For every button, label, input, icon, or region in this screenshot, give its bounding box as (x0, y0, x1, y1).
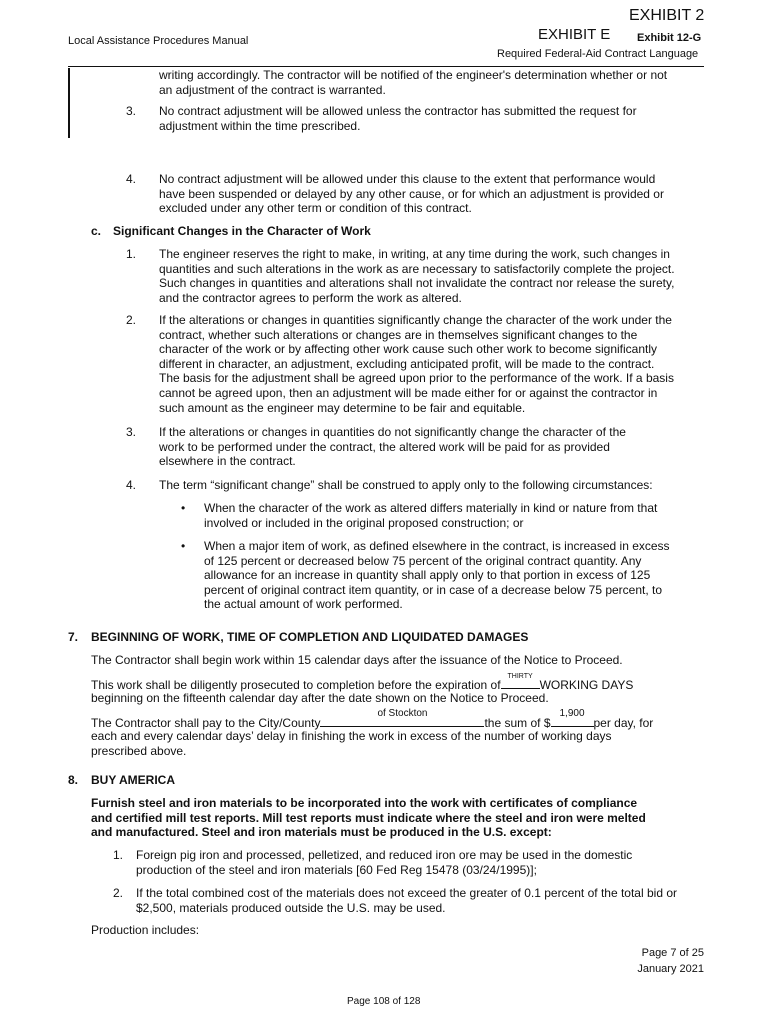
amount-value: 1,900 (559, 708, 585, 719)
bullet-1-symbol: • (181, 501, 186, 515)
section-c-title: Significant Changes in the Character of Work (113, 224, 371, 238)
c-item-1-number: 1. (126, 247, 137, 261)
exhibit-2-label: EXHIBIT 2 (629, 7, 705, 24)
section-8-item-1-text: Foreign pig iron and processed, pelletized, and reduced iron ore may be used in the domestic production of the steel and iron materials [60 Fed Reg 15478 (03/24/1995)]; (136, 848, 633, 877)
section-8-item-2-number: 2. (113, 886, 124, 900)
page-number: Page 7 of 25 (641, 947, 704, 959)
section-c-letter: c. (91, 224, 102, 238)
working-days-field[interactable] (501, 673, 540, 689)
header-subtitle: Required Federal-Aid Contract Language (497, 48, 699, 60)
bullet-2-text: When a major item of work, as defined elsewhere in the contract, is increased in excess of 125 percent or decreased below 75 percent of the original contract quantity. Any allowance for an increase in quantity shall apply only to that portion in excess of 125 percent of original contract item quantity, or in case of a decrease below 75 percent, to the actual amount of work performed. (204, 539, 670, 612)
bullet-1-text: When the character of the work as altered differs materially in kind or nature from that involved or included in the original proposed construction; or (204, 501, 658, 530)
c-item-4-number: 4. (126, 478, 137, 492)
production-includes: Production includes: (91, 923, 200, 937)
header-rule (68, 66, 704, 67)
section-8-title: BUY AMERICA (91, 773, 176, 787)
section-8-item-2-text: If the total combined cost of the materials does not exceed the greater of 0.1 percent of the total bid or $2,500, materials produced outside the U.S. may be used. (136, 886, 677, 915)
c-item-1-text: The engineer reserves the right to make, in writing, at any time during the work, such changes in quantities and such alterations in the work as are necessary to satisfactorily complete the project. Such changes in quantities and alterations shall not invalidate the contract nor release the surety, and the contractor agrees to perform the work as altered. (159, 247, 675, 305)
section-7-title: BEGINNING OF WORK, TIME OF COMPLETION AND LIQUIDATED DAMAGES (91, 630, 529, 644)
c-item-3-number: 3. (126, 425, 137, 439)
agency-value: of Stockton (377, 708, 428, 719)
c-item-4-text: The term “significant change” shall be construed to apply only to the following circumstances: (159, 478, 653, 492)
section-7-damages-text: each and every calendar days’ delay in finishing the work in excess of the number of working days prescribed above. (91, 729, 612, 758)
section-8-requirements: Furnish steel and iron materials to be incorporated into the work with certificates of compliance and certified mill test reports. Mill test reports must indicate where the steel and iron were melted and manufactured. Steel and iron materials must be produced in the U.S. except: (91, 796, 646, 840)
item-4-text: No contract adjustment will be allowed under this clause to the extent that performance would have been suspended or delayed by any other cause, or for which an adjustment is provided or excluded under any other term or condition of this contract. (159, 172, 664, 216)
item-4-number: 4. (126, 172, 137, 186)
bullet-2-symbol: • (181, 539, 186, 553)
section-7-completion-line: This work shall be diligently prosecuted to completion before the expiration of THIRTY WORKING DAYS (91, 676, 633, 693)
c-item-2-number: 2. (126, 313, 137, 327)
item-3-text: No contract adjustment will be allowed unless the contractor has submitted the request for adjustment within the time prescribed. (159, 104, 637, 133)
section-8-number: 8. (68, 773, 79, 787)
section-7-number: 7. (68, 630, 79, 644)
c-item-3-text: If the alterations or changes in quantities do not significantly change the character of the work to be performed under the contract, the altered work will be paid for as provided elsewhere in the contract. (159, 425, 626, 469)
exhibit-e-label: EXHIBIT E (538, 26, 611, 43)
document-page-number: Page 108 of 128 (347, 996, 421, 1007)
working-days-value: THIRTY (507, 673, 533, 680)
section-7-damages-line: The Contractor shall pay to the City/County of Stockton the sum of $ 1,900 per day, for (91, 708, 654, 730)
c-item-2-text: If the alterations or changes in quantities significantly change the character of the work under the contract, whether such alterations or changes are in themselves significant changes to the character of the work or by affecting other work cause such other work to become significantly different in character, an adjustment, excluding anticipated profit, will be made to the contract. The basis for the adjustment shall be agreed upon prior to the performance of the work. If a basis cannot be agreed upon, then an adjustment will be made either for or against the contractor in such amount as the engineer may determine to be fair and equitable. (159, 313, 674, 415)
item-3-number: 3. (126, 104, 137, 118)
revision-date: January 2021 (637, 963, 704, 975)
margin-rule (68, 68, 70, 138)
exhibit-12g-label: Exhibit 12-G (637, 32, 702, 44)
section-7-start-text: The Contractor shall begin work within 15 calendar days after the issuance of the Notice to Proceed. (91, 653, 623, 667)
section-7-completion-line-2: beginning on the fifteenth calendar day after the date shown on the Notice to Proceed. (91, 691, 549, 705)
section-8-item-1-number: 1. (113, 848, 124, 862)
manual-title: Local Assistance Procedures Manual (68, 35, 249, 47)
amount-field[interactable] (551, 708, 594, 727)
agency-field[interactable] (320, 708, 484, 727)
continuation-paragraph: writing accordingly. The contractor will be notified of the engineer's determination whether or not an adjustment of the contract is warranted. (159, 68, 668, 97)
